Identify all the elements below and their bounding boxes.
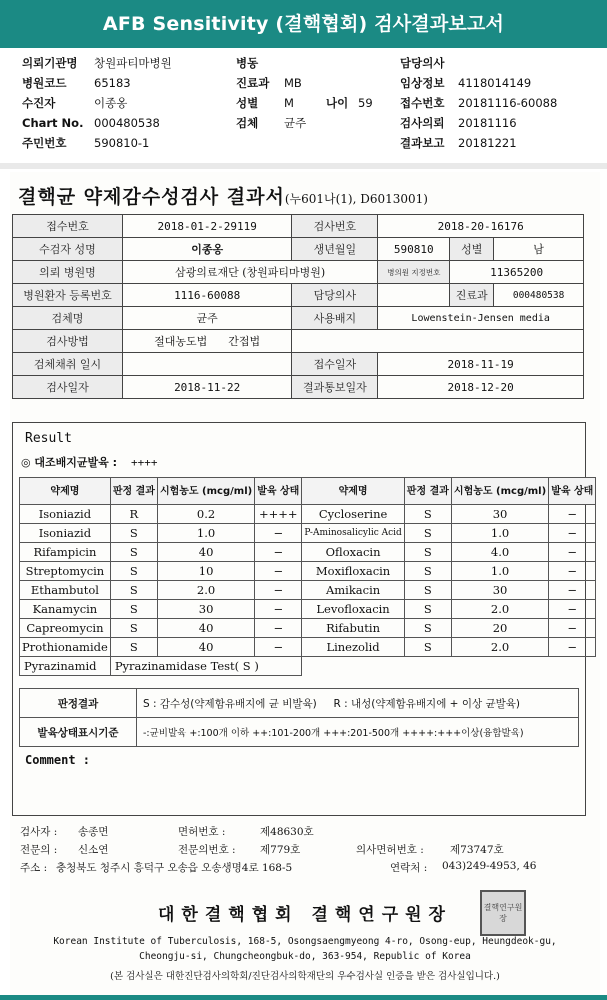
field-label: 수검자 성명 <box>13 238 123 261</box>
field-value <box>122 353 292 376</box>
growth-state: − <box>549 638 596 657</box>
col-header-drug: 약제명 <box>20 478 111 505</box>
field-label: 검체명 <box>13 307 123 330</box>
field-label: 검사방법 <box>13 330 123 353</box>
official-seal-icon <box>480 890 526 936</box>
comment-label: Comment : <box>25 753 91 767</box>
footer-label: 의사면허번호 : <box>356 844 424 856</box>
footer-value: 충청북도 청주시 흥덕구 오송읍 오송생명4로 168-5 <box>56 862 293 874</box>
drug-name: Prothionamide <box>20 638 111 657</box>
footer-value: 043)249-4953, 46 <box>442 860 537 872</box>
judge-result: S <box>110 543 157 562</box>
drug-name: Rifabutin <box>302 619 404 638</box>
table-row-pyrazinamid <box>20 657 596 676</box>
judge-result: S <box>110 581 157 600</box>
drug-name: Linezolid <box>302 638 404 657</box>
empty-cell <box>292 330 584 353</box>
drug-name: Capreomycin <box>20 619 111 638</box>
empty-cell <box>302 657 596 676</box>
col-header-conc: 시험농도 (mcg/ml) <box>157 478 254 505</box>
info-label: 성별 <box>236 96 259 110</box>
judge-result: S <box>110 619 157 638</box>
field-label: 검사일자 <box>13 376 123 399</box>
pza-result: Pyrazinamidase Test( S ) <box>110 657 302 676</box>
footer-value: 송종면 <box>78 826 109 838</box>
footer-label: 검사자 : <box>20 826 58 838</box>
info-value: 20181116-60088 <box>458 96 558 110</box>
test-conc: 2.0 <box>157 581 254 600</box>
drug-name: Levofloxacin <box>302 600 404 619</box>
organization-name: 대한결핵협회 결핵연구원장 <box>158 905 452 925</box>
field-label: 담당의사 <box>292 284 378 307</box>
col-header-judge: 판정 결과 <box>404 478 451 505</box>
document-title-text: 결핵균 약제감수성검사 결과서 <box>18 186 285 208</box>
info-label: 결과보고 <box>400 136 445 150</box>
table-row <box>20 505 596 524</box>
footer-label: 전문의 : <box>20 844 58 856</box>
info-label: 검사의뢰 <box>400 116 445 130</box>
drug-name: Streptomycin <box>20 562 111 581</box>
growth-state: − <box>255 581 302 600</box>
field-value: 삼광의료재단 (창원파티마병원) <box>122 261 377 284</box>
info-value: 000480538 <box>94 116 160 130</box>
footer-value: 제73747호 <box>450 844 504 856</box>
legend-judge-r: R : 내성(약제함유배지에 + 이상 균발육) <box>333 697 520 710</box>
footer-label: 전문의번호 : <box>178 844 236 856</box>
legend-table <box>19 688 579 747</box>
info-value: 65183 <box>94 76 131 90</box>
section-divider <box>0 163 607 169</box>
growth-state: − <box>549 524 596 543</box>
info-label: 검체 <box>236 116 259 130</box>
info-label: 진료과 <box>236 76 270 90</box>
judge-result: S <box>404 562 451 581</box>
growth-state: − <box>549 600 596 619</box>
growth-state: − <box>549 581 596 600</box>
info-label: 담당의사 <box>400 56 445 70</box>
footer-value: 제779호 <box>260 844 301 856</box>
judge-result: S <box>110 524 157 543</box>
method-values <box>122 330 292 353</box>
test-conc: 40 <box>157 543 254 562</box>
legend-growth: -:균비발육 +:100개 이하 ++:101-200개 +++:201-500개 ++++:+++이상(융합발육) <box>137 718 579 747</box>
english-address-line2: Cheongju-si, Chungcheongbuk-do, 363-954, Republic of Korea <box>139 951 471 962</box>
col-header-growth: 발육 상태 <box>255 478 302 505</box>
test-conc: 30 <box>451 505 548 524</box>
field-label: 사용배지 <box>292 307 378 330</box>
growth-state: − <box>255 524 302 543</box>
field-value <box>378 284 450 307</box>
test-conc: 10 <box>157 562 254 581</box>
field-value: 000480538 <box>494 284 584 307</box>
test-conc: 1.0 <box>157 524 254 543</box>
test-conc: 0.2 <box>157 505 254 524</box>
drug-name: Kanamycin <box>20 600 111 619</box>
info-label: 병원코드 <box>22 76 67 90</box>
document-title <box>18 182 428 209</box>
document-code: (누601나(1), D6013001) <box>284 192 428 206</box>
footer-label: 연락처 : <box>390 862 428 874</box>
test-conc: 2.0 <box>451 638 548 657</box>
footer-value: 제48630호 <box>260 826 314 838</box>
test-conc: 4.0 <box>451 543 548 562</box>
info-value: 이종옹 <box>94 96 128 110</box>
test-conc: 40 <box>157 638 254 657</box>
table-row <box>20 581 596 600</box>
bottom-accent-bar <box>0 995 607 1000</box>
growth-state: − <box>255 638 302 657</box>
test-conc: 2.0 <box>451 600 548 619</box>
scanned-document <box>10 172 600 1000</box>
english-address-line1: Korean Institute of Tuberculosis, 168-5, Osongsaengmyeong 4-ro, Osong-eup, Heungdeok-gu, <box>53 936 557 947</box>
field-label: 병의원 지정번호 <box>378 261 450 284</box>
table-row <box>20 600 596 619</box>
info-value: 20181116 <box>458 116 517 130</box>
field-label: 접수일자 <box>292 353 378 376</box>
field-label: 결과통보일자 <box>292 376 378 399</box>
judge-result: S <box>404 619 451 638</box>
control-growth-label: ◎ 대조배지균발육 : <box>21 456 118 469</box>
field-value: 2018-01-2-29119 <box>122 215 292 238</box>
field-label: 검사번호 <box>292 215 378 238</box>
test-conc: 1.0 <box>451 562 548 581</box>
age-label: 나이 <box>326 96 349 110</box>
legend-label: 발육상태표시기준 <box>20 718 137 747</box>
test-conc: 20 <box>451 619 548 638</box>
info-label: 병동 <box>236 56 259 70</box>
judge-result: S <box>404 581 451 600</box>
field-label: 의뢰 병원명 <box>13 261 123 284</box>
judge-result: S <box>404 543 451 562</box>
info-value: 균주 <box>284 116 307 130</box>
control-growth <box>21 454 158 470</box>
growth-state: − <box>549 562 596 581</box>
result-title: Result <box>25 431 72 446</box>
growth-state: − <box>255 543 302 562</box>
drug-name: Isoniazid <box>20 505 111 524</box>
judge-result: R <box>110 505 157 524</box>
report-title: AFB Sensitivity (결핵협회) 검사결과보고서 <box>102 13 505 35</box>
certification-notice: (본 검사실은 대한진단검사의학회/진단검사의학재단의 우수검사실 인증을 받은 검사실입니다.) <box>110 971 500 982</box>
growth-state: − <box>549 543 596 562</box>
info-label: 의뢰기관명 <box>22 56 78 70</box>
table-row <box>20 638 596 657</box>
drug-name: Rifampicin <box>20 543 111 562</box>
field-value: 2018-20-16176 <box>378 215 584 238</box>
col-header-drug: 약제명 <box>302 478 404 505</box>
field-value: 이종옹 <box>122 238 292 261</box>
legend-judge-s: S : 감수성(약제함유배지에 균 비발육) <box>143 697 317 710</box>
table-row <box>20 619 596 638</box>
field-label: 병원환자 등록번호 <box>13 284 123 307</box>
growth-state: − <box>255 562 302 581</box>
judge-result: S <box>110 600 157 619</box>
growth-state: − <box>549 619 596 638</box>
info-value: 4118014149 <box>458 76 532 90</box>
drug-name: Moxifloxacin <box>302 562 404 581</box>
field-value: 간접법 <box>228 335 261 348</box>
field-label: 진료과 <box>450 284 494 307</box>
col-header-conc: 시험농도 (mcg/ml) <box>451 478 548 505</box>
judge-result: S <box>110 638 157 657</box>
request-info-table <box>12 214 584 399</box>
growth-state: − <box>549 505 596 524</box>
field-value: Lowenstein-Jensen media <box>378 307 584 330</box>
field-label: 성별 <box>450 238 494 261</box>
drug-name: Ofloxacin <box>302 543 404 562</box>
drug-name: Cycloserine <box>302 505 404 524</box>
judge-result: S <box>110 562 157 581</box>
info-label: 주민번호 <box>22 136 67 150</box>
table-row <box>20 562 596 581</box>
judge-result: S <box>404 600 451 619</box>
report-header <box>0 0 607 48</box>
info-label: Chart No. <box>22 116 84 130</box>
test-conc: 1.0 <box>451 524 548 543</box>
growth-state: − <box>255 619 302 638</box>
age-value: 59 <box>358 96 373 110</box>
growth-state: − <box>255 600 302 619</box>
info-value: 창원파티마병원 <box>94 56 172 70</box>
table-row <box>20 543 596 562</box>
drug-name: Pyrazinamid <box>20 657 111 676</box>
field-value: 11365200 <box>450 261 584 284</box>
drug-name: P-Aminosalicylic Acid <box>302 524 404 543</box>
field-value: 남 <box>494 238 584 261</box>
legend-judge <box>137 689 579 718</box>
drug-name: Ethambutol <box>20 581 111 600</box>
info-label: 접수번호 <box>400 96 445 110</box>
judge-result: S <box>404 505 451 524</box>
field-value: 1116-60088 <box>122 284 292 307</box>
judge-result: S <box>404 638 451 657</box>
field-label: 접수번호 <box>13 215 123 238</box>
test-conc: 30 <box>157 600 254 619</box>
info-value: 590810-1 <box>94 136 150 150</box>
test-conc: 30 <box>451 581 548 600</box>
field-label: 검체채취 일시 <box>13 353 123 376</box>
col-header-growth: 발육 상태 <box>549 478 596 505</box>
field-value: 2018-12-20 <box>378 376 584 399</box>
susceptibility-table <box>19 477 596 676</box>
control-growth-value: ++++ <box>131 456 158 469</box>
field-value: 균주 <box>122 307 292 330</box>
col-header-judge: 판정 결과 <box>110 478 157 505</box>
field-value: 절대농도법 <box>154 335 208 348</box>
drug-name: Amikacin <box>302 581 404 600</box>
table-row <box>20 524 596 543</box>
footer-label: 면허번호 : <box>178 826 226 838</box>
info-label: 임상정보 <box>400 76 445 90</box>
info-label: 수진자 <box>22 96 56 110</box>
growth-state: ++++ <box>255 505 302 524</box>
judge-result: S <box>404 524 451 543</box>
result-section <box>12 422 594 816</box>
field-value: 590810 <box>378 238 450 261</box>
info-value: MB <box>284 76 302 90</box>
info-value: 20181221 <box>458 136 517 150</box>
drug-name: Isoniazid <box>20 524 111 543</box>
test-conc: 40 <box>157 619 254 638</box>
seal-text: 결핵연구원장 <box>483 903 523 923</box>
field-value: 2018-11-19 <box>378 353 584 376</box>
info-value: M <box>284 96 294 110</box>
footer-value: 신소연 <box>78 844 109 856</box>
field-value: 2018-11-22 <box>122 376 292 399</box>
field-label: 생년월일 <box>292 238 378 261</box>
legend-label: 판정결과 <box>20 689 137 718</box>
footer-label: 주소 : <box>20 862 48 874</box>
